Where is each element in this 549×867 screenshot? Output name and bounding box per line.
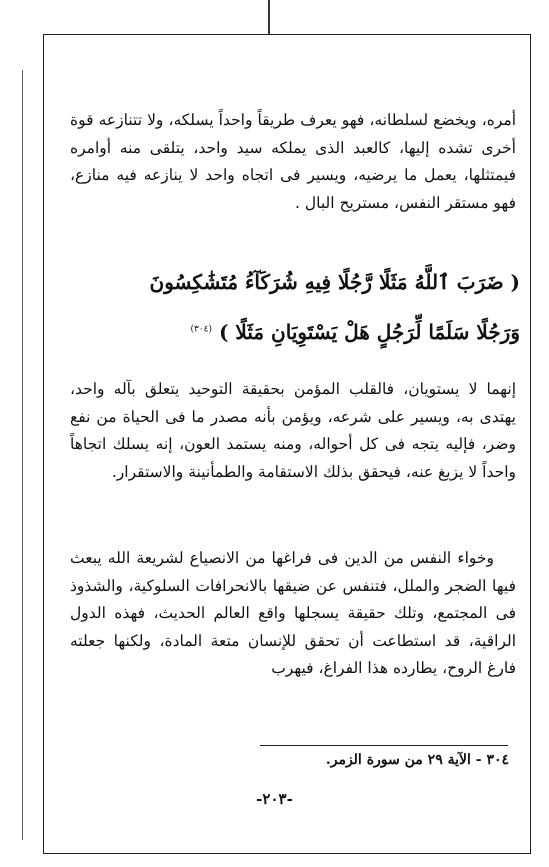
paragraph-2-text: إنهما لا يستويان، فالقلب المؤمن بحقيقة التوحيد يتعلق بآله واحد، يهتدى به، ويسير على شرعه، ويؤمن بأنه مصدر ما فى الحياة من نفع وضر، فإليه يتجه فى كل أحواله، ومنه يستمد العون، إنه يسلك اتجاهاً واحداً لا يزيغ عنه، فيحقق بذلك الاستقامة والطمأنينة والاستقرار. [70, 380, 516, 481]
quran-verse-line-1 [90, 270, 520, 294]
verse-line-1-text: ( ضَرَبَ ٱللَّهُ مَثَلًا رَّجُلًا فِيهِ شُرَكَآءُ مُتَشَٰكِسُونَ [149, 270, 520, 294]
footnote-separator [260, 745, 508, 746]
page-number: -٢٠٣- [256, 790, 293, 808]
paragraph-1 [70, 107, 516, 217]
paragraph-3 [70, 545, 516, 683]
binding-mark [268, 0, 270, 34]
verse-footnote-ref: (٣٠٤) [190, 324, 212, 335]
footnote: ٣٠٤ - الآية ٢٩ من سورة الزمر. [325, 752, 509, 768]
margin-line [22, 70, 23, 840]
verse-line-2-text: وَرَجُلًا سَلَمًا لِّرَجُلٍ هَلْ يَسْتَوِيَانِ مَثَلًا ) [218, 320, 520, 344]
quran-verse-line-2 [90, 320, 520, 344]
paragraph-3-text: وخواء النفس من الدين فى فراغها من الانصياع لشريعة الله يبعث فيها الضجر والملل، فتنفس عن ضيقها بالانحرافات السلوكية، والشذوذ فى المجتمع، وتلك حقيقة يسجلها واقع العالم الحديث، فهذه الدول الراقية، قد استطاعت أن تحقق للإنسان متعة المادة، ولكنها جعلته فارغ الروح، يطارده هذا الفراغ، فيهرب [70, 549, 516, 677]
paragraph-2 [70, 376, 516, 486]
paragraph-1-text: أمره، ويخضع لسلطانه، فهو يعرف طريقاً واحداً يسلكه، ولا تتنازعه قوة أخرى تشده إليها، كالعبد الذى يملكه سيد واحد، يتلقى منه أوامره فيمتثلها، يعمل ما يرضيه، ويسير فى اتجاه واحد لا ينازعه فيه منازع، فهو مستقر النفس، مستريح البال . [70, 111, 516, 212]
